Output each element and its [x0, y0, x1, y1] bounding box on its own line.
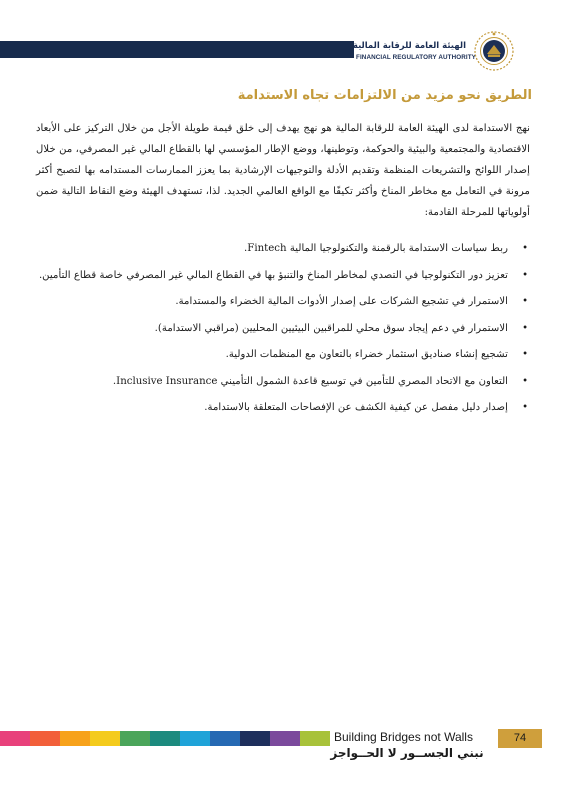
footer-strip-segment: [240, 731, 270, 746]
section-title: الطريق نحو مزيد من الالتزامات تجاه الاستدامة: [237, 88, 532, 103]
footer-strip-segment: [60, 731, 90, 746]
bullet-dot-icon: •: [522, 349, 528, 360]
intro-paragraph: نهج الاستدامة لدى الهيئة العامة للرقابة المالية هو نهج يهدف إلى خلق قيمة طويلة الأجل من خلال التركيز على الأبعاد الاقتصادية والمجتمعية والبيئية والحوكمة، وتوطينها، ووضع الإطار المؤسسي لها بالقطاع المالي غير المصرفي، من خلال إصدار اللوائح والتشريعات المنظمة وتقديم الأدلة والتوجيهات الإرشادية بما يعزز الممارسات المستدامه بها لتصبح أكثر مرونة في التعامل مع مخاطر المناخ وأكثر تكيفًا مع الواقع العالمي الجديد. لذا، تستهدف الهيئة وضع النقاط التالية ضمن أولوياتها للمرحلة القادمة:: [36, 123, 530, 218]
bullet-dot-icon: •: [522, 269, 528, 281]
list-item-text: الاستمرار في دعم إيجاد سوق محلي للمراقبين البيئيين المحليين (مراقبي الاستدامة).: [154, 322, 508, 334]
list-item-text: تشجيع إنشاء صناديق استثمار خضراء بالتعاون مع المنظمات الدولية.: [225, 349, 508, 360]
footer-strip-segment: [0, 731, 30, 746]
footer-strip-segment: [90, 731, 120, 746]
list-item: [36, 320, 530, 338]
footer-strip-segment: [180, 731, 210, 746]
footer-strip-segment: [120, 731, 150, 746]
list-item: [36, 399, 530, 417]
footer-strip-segment: [300, 731, 330, 746]
footer-strip-segment: [150, 731, 180, 746]
org-name-english: FINANCIAL REGULATORY AUTHORITY: [356, 54, 476, 61]
list-item: [36, 267, 530, 285]
list-item: [36, 240, 530, 258]
bullet-dot-icon: •: [522, 375, 528, 387]
bullet-dot-icon: •: [522, 402, 528, 413]
bullet-dot-icon: •: [522, 243, 528, 254]
list-item-text: ربط سياسات الاستدامة بالرقمنة والتكنولوجيا المالية Fintech.: [244, 243, 508, 254]
footer-strip-segment: [270, 731, 300, 746]
footer-color-strip: [0, 731, 330, 746]
fra-emblem-icon: [473, 30, 515, 72]
footer-strip-segment: [210, 731, 240, 746]
slogan-english: Building Bridges not Walls: [334, 730, 473, 744]
list-item-text: الاستمرار في تشجيع الشركات على إصدار الأدوات المالية الخضراء والمستدامة.: [175, 296, 508, 307]
list-item-text: إصدار دليل مفصل عن كيفية الكشف عن الإفصاحات المتعلقة بالاستدامة.: [204, 402, 508, 413]
org-name-arabic: الهيئة العامة للرقابة المالية: [352, 41, 466, 51]
header-bar: [0, 41, 354, 58]
list-item-text: تعزيز دور التكنولوجيا في التصدي لمخاطر المناخ والتنبؤ بها في القطاع المالي غير المصرفي خاصة قطاع التأمين.: [38, 269, 508, 281]
list-item: [36, 373, 530, 391]
bullet-dot-icon: •: [522, 296, 528, 307]
bullet-dot-icon: •: [522, 322, 528, 334]
slogan-arabic: نبني الجســور لا الحــواجز: [330, 746, 484, 760]
list-item: [36, 346, 530, 364]
page-number: 74: [498, 729, 542, 748]
list-item-text: التعاون مع الاتحاد المصري للتأمين في توسيع قاعدة الشمول التأميني Inclusive Insurance.: [112, 375, 508, 387]
footer-strip-segment: [30, 731, 60, 746]
list-item: [36, 293, 530, 311]
priorities-list: [36, 240, 530, 426]
